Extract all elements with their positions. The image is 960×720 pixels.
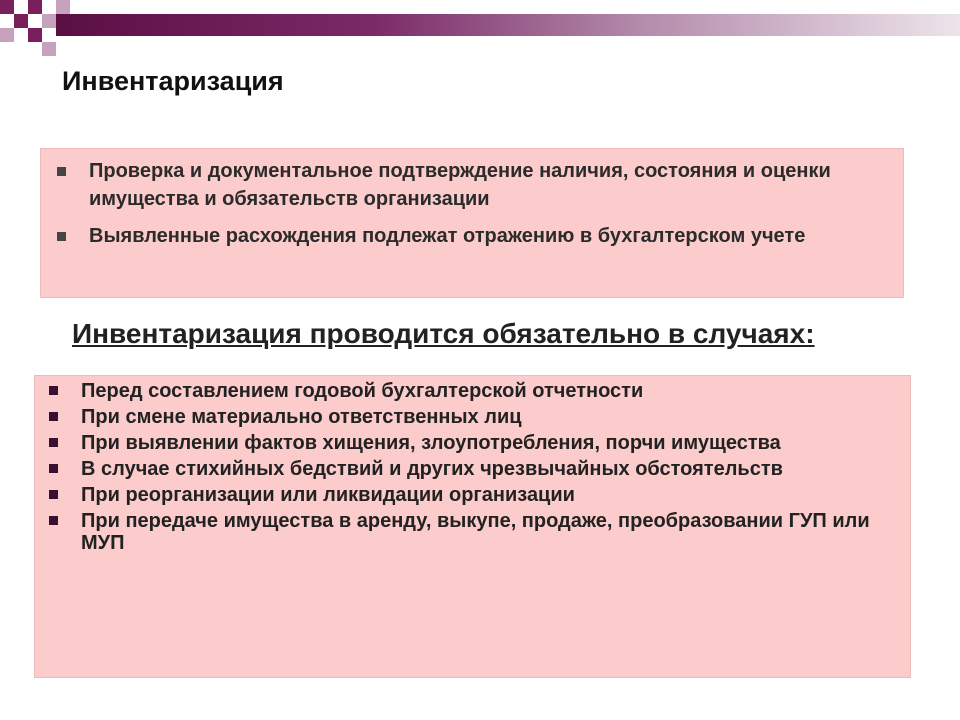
cases-box <box>34 375 911 678</box>
decorative-square <box>42 14 56 28</box>
cases-item-text: В случае стихийных бедствий и других чрезвычайных обстоятельств <box>81 458 783 480</box>
cases-item <box>45 380 894 402</box>
slide-title: Инвентаризация <box>62 66 284 96</box>
cases-list <box>45 380 894 558</box>
square-bullet-icon <box>57 167 66 176</box>
decorative-square <box>0 0 14 14</box>
definition-list <box>55 157 887 259</box>
cases-item <box>45 510 894 554</box>
cases-item-text: При реорганизации или ликвидации организации <box>81 484 575 506</box>
decorative-square <box>28 0 42 14</box>
square-bullet-icon <box>49 412 58 421</box>
square-bullet-icon <box>49 516 58 525</box>
cases-item <box>45 484 894 506</box>
cases-item-text: При выявлении фактов хищения, злоупотребления, порчи имущества <box>81 432 781 454</box>
cases-item <box>45 406 894 428</box>
cases-item <box>45 458 894 480</box>
square-bullet-icon <box>49 490 58 499</box>
decorative-square <box>28 28 42 42</box>
decorative-square <box>0 28 14 42</box>
decorative-square <box>56 0 70 14</box>
square-bullet-icon <box>49 386 58 395</box>
definition-box <box>40 148 904 298</box>
decorative-square <box>14 14 28 28</box>
cases-heading: Инвентаризация проводится обязательно в случаях: <box>72 318 815 349</box>
header-gradient-bar <box>56 14 960 36</box>
square-bullet-icon <box>57 232 66 241</box>
definition-item-text: Выявленные расхождения подлежат отражению в бухгалтерском учете <box>89 225 806 247</box>
definition-item-text: Проверка и документальное подтверждение наличия, состояния и оценки имущества и обязательств организации <box>89 160 831 210</box>
decorative-square <box>42 42 56 56</box>
cases-item-text: При передаче имущества в аренду, выкупе, продаже, преобразовании ГУП или МУП <box>81 510 870 554</box>
cases-item-text: При смене материально ответственных лиц <box>81 406 522 428</box>
definition-item <box>55 222 887 250</box>
cases-item <box>45 432 894 454</box>
square-bullet-icon <box>49 438 58 447</box>
cases-item-text: Перед составлением годовой бухгалтерской отчетности <box>81 380 644 402</box>
definition-item <box>55 157 887 213</box>
square-bullet-icon <box>49 464 58 473</box>
